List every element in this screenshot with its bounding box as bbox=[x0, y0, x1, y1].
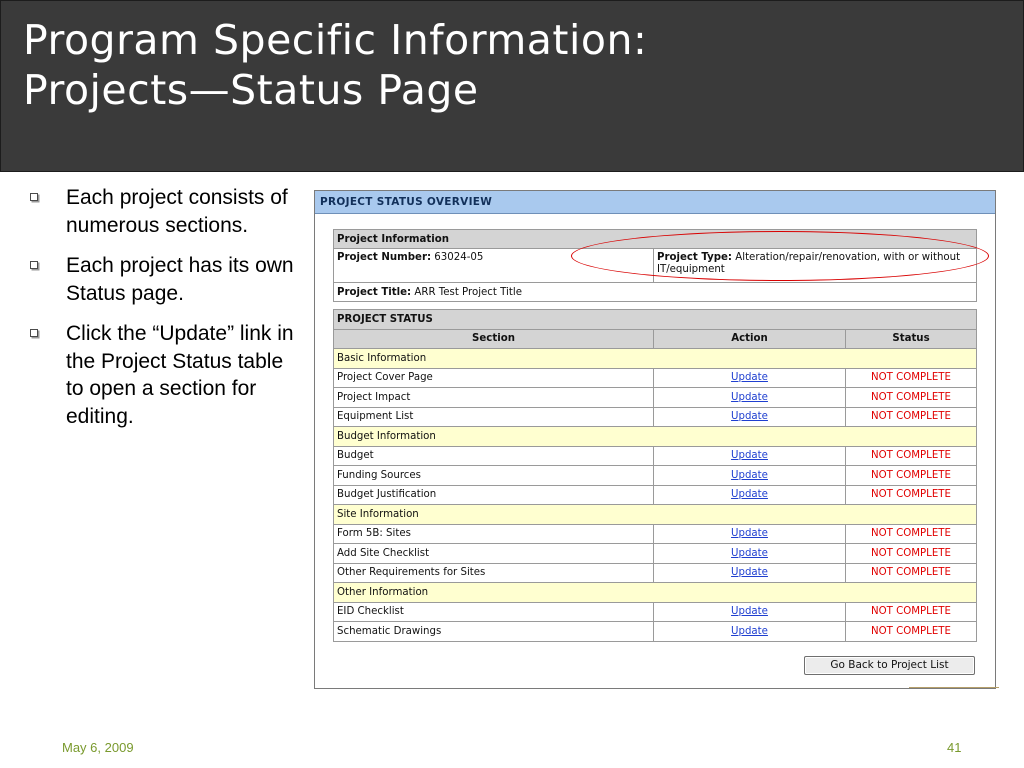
update-link[interactable]: Update bbox=[731, 625, 768, 637]
section-name: Other Requirements for Sites bbox=[334, 563, 654, 583]
project-information-heading: Project Information bbox=[334, 230, 977, 249]
status-value: NOT COMPLETE bbox=[846, 563, 977, 583]
table-row bbox=[334, 602, 977, 622]
section-name: Add Site Checklist bbox=[334, 544, 654, 564]
table-row bbox=[334, 388, 977, 408]
update-link[interactable]: Update bbox=[731, 391, 768, 403]
project-title-label: Project Title: bbox=[337, 286, 412, 298]
table-row bbox=[334, 544, 977, 564]
project-title-cell bbox=[334, 283, 977, 302]
square-bullet-icon bbox=[30, 261, 38, 269]
slide-title-bar bbox=[0, 0, 1024, 172]
action-cell bbox=[654, 407, 846, 427]
update-link[interactable]: Update bbox=[731, 547, 768, 559]
action-cell bbox=[654, 388, 846, 408]
project-title-value: ARR Test Project Title bbox=[414, 286, 522, 298]
update-link[interactable]: Update bbox=[731, 469, 768, 481]
section-name: EID Checklist bbox=[334, 602, 654, 622]
status-value: NOT COMPLETE bbox=[846, 524, 977, 544]
section-name: Funding Sources bbox=[334, 466, 654, 486]
status-value: NOT COMPLETE bbox=[846, 602, 977, 622]
status-value: NOT COMPLETE bbox=[846, 485, 977, 505]
action-cell bbox=[654, 563, 846, 583]
overview-header-title: PROJECT STATUS OVERVIEW bbox=[320, 196, 493, 208]
action-cell bbox=[654, 368, 846, 388]
update-link[interactable]: Update bbox=[731, 528, 768, 540]
group-row: Site Information bbox=[334, 505, 977, 525]
bullet-text: Each project consists of numerous sections. bbox=[66, 186, 288, 237]
table-row bbox=[334, 505, 977, 525]
overview-header bbox=[315, 191, 995, 214]
project-status-heading: PROJECT STATUS bbox=[334, 310, 977, 330]
action-cell bbox=[654, 466, 846, 486]
bullet-text: Click the “Update” link in the Project Status table to open a section for editing. bbox=[66, 322, 294, 428]
slide-title-line-2: Projects—Status Page bbox=[23, 66, 479, 114]
column-header-status: Status bbox=[846, 329, 977, 349]
action-cell bbox=[654, 602, 846, 622]
update-link[interactable]: Update bbox=[731, 372, 768, 384]
square-bullet-icon bbox=[30, 329, 38, 337]
table-row bbox=[334, 622, 977, 642]
action-cell bbox=[654, 544, 846, 564]
slide-title-line-1: Program Specific Information: bbox=[23, 16, 648, 64]
status-value: NOT COMPLETE bbox=[846, 544, 977, 564]
section-name: Budget Justification bbox=[334, 485, 654, 505]
status-value: NOT COMPLETE bbox=[846, 368, 977, 388]
table-row bbox=[334, 583, 977, 603]
go-back-to-project-list-button[interactable]: Go Back to Project List bbox=[804, 656, 975, 675]
decorative-line bbox=[909, 687, 999, 688]
column-header-action: Action bbox=[654, 329, 846, 349]
project-status-screenshot bbox=[314, 190, 996, 689]
status-value: NOT COMPLETE bbox=[846, 622, 977, 642]
action-cell bbox=[654, 485, 846, 505]
section-name: Schematic Drawings bbox=[334, 622, 654, 642]
update-link[interactable]: Update bbox=[731, 606, 768, 618]
update-link[interactable]: Update bbox=[731, 489, 768, 501]
table-row bbox=[334, 485, 977, 505]
status-value: NOT COMPLETE bbox=[846, 407, 977, 427]
section-name: Form 5B: Sites bbox=[334, 524, 654, 544]
section-name: Project Cover Page bbox=[334, 368, 654, 388]
table-row bbox=[334, 466, 977, 486]
project-type-cell bbox=[654, 249, 977, 283]
table-row bbox=[334, 563, 977, 583]
table-row bbox=[334, 349, 977, 369]
column-header-section: Section bbox=[334, 329, 654, 349]
section-name: Equipment List bbox=[334, 407, 654, 427]
status-value: NOT COMPLETE bbox=[846, 388, 977, 408]
section-name: Project Impact bbox=[334, 388, 654, 408]
bullet-item bbox=[28, 184, 298, 239]
table-row bbox=[334, 427, 977, 447]
project-status-table bbox=[333, 309, 977, 642]
project-type-value: Alteration/repair/renovation, with or without IT/equipment bbox=[657, 252, 961, 275]
bullet-item bbox=[28, 252, 298, 307]
status-value: NOT COMPLETE bbox=[846, 466, 977, 486]
project-number-cell bbox=[334, 249, 654, 283]
table-row bbox=[334, 368, 977, 388]
footer-page-number: 41 bbox=[947, 740, 962, 755]
action-cell bbox=[654, 524, 846, 544]
group-row: Budget Information bbox=[334, 427, 977, 447]
bullet-item bbox=[28, 320, 298, 430]
project-type-label: Project Type: bbox=[657, 252, 733, 263]
project-information-table bbox=[333, 229, 977, 302]
status-value: NOT COMPLETE bbox=[846, 446, 977, 466]
group-row: Other Information bbox=[334, 583, 977, 603]
bullet-list bbox=[28, 184, 298, 443]
update-link[interactable]: Update bbox=[731, 450, 768, 462]
table-row bbox=[334, 407, 977, 427]
square-bullet-icon bbox=[30, 193, 38, 201]
group-row: Basic Information bbox=[334, 349, 977, 369]
action-cell bbox=[654, 446, 846, 466]
table-row bbox=[334, 524, 977, 544]
project-number-value: 63024-05 bbox=[434, 252, 484, 263]
update-link[interactable]: Update bbox=[731, 567, 768, 579]
bullet-text: Each project has its own Status page. bbox=[66, 254, 294, 305]
footer-date: May 6, 2009 bbox=[62, 740, 134, 755]
project-number-label: Project Number: bbox=[337, 252, 432, 263]
section-name: Budget bbox=[334, 446, 654, 466]
update-link[interactable]: Update bbox=[731, 411, 768, 423]
table-row bbox=[334, 446, 977, 466]
action-cell bbox=[654, 622, 846, 642]
